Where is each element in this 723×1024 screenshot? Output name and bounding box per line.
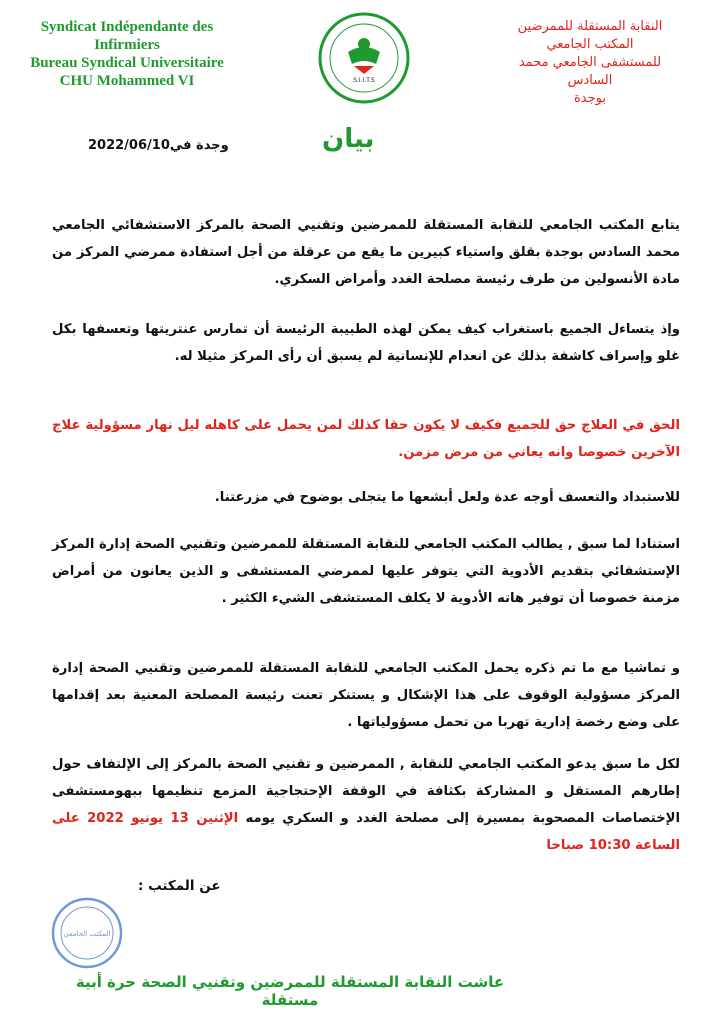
header-arabic-line: بوجدة [573, 91, 606, 106]
header-french-line: Infirmiers [94, 37, 160, 53]
union-logo [318, 12, 410, 104]
header-arabic-block [495, 18, 685, 108]
footer-slogan: عاشت النقابة المستقلة للممرضين وتقنيي الصحة حرة أبية مستقلة [75, 973, 505, 1009]
paragraph-6: و تماشيا مع ما تم ذكره يحمل المكتب الجامعي للنقابة المستقلة للممرضين وتقنيي الصحة إدارة المركز مسؤولية الوقوف على هذا الإشكال و يستنكر تعنت رئيسة المصلحة المعنية بعد إقدامها على وضع رخصة إدارية تهربا من تحمل مسؤولياتها . [52, 661, 680, 730]
header-french-block [22, 18, 232, 90]
office-signature-label: عن المكتب : [138, 878, 221, 894]
header-french-line: Bureau Syndical Universitaire [30, 55, 224, 71]
paragraph-3-red: الحق في العلاج حق للجميع فكيف لا يكون حقا كذلك لمن يحمل على كاهله ليل نهار مسؤولية علاج الآخرين خصوصا وانه يعاني من مرض مزمن. [52, 418, 680, 460]
stamp-text: المكتب الجامعي [63, 930, 111, 938]
paragraph-5: استنادا لما سبق , يطالب المكتب الجامعي للنقابة المستقلة للممرضين وتقنيي الصحة إدارة المركز الإستشفائي بتقديم الأدوية التي يتوفر عليها لممرضي المستشفى و الذين يعانون من أمراض مزمنة خصوصا أن توفير هاته الأدوية لا يكلف المستشفى الشيء الكثير . [52, 537, 680, 606]
paragraph-1: يتابع المكتب الجامعي للنقابة المستقلة للممرضين وتقنيي الصحة بالمركز الاستشفائي الجامعي محمد السادس بوجدة بقلق واستياء كبيرين ما يقع من عرقلة من أجل استفادة ممرضي المركز من مادة الأنسولين من طرف رئيسة مصلحة الغدد وأمراض السكري. [52, 218, 680, 287]
paragraph-4: للاستبداد والتعسف أوجه عدة ولعل أبشعها ما يتجلى بوضوح في مزرعتنا. [214, 490, 680, 505]
paragraph-7-main: لكل ما سبق يدعو المكتب الجامعي للنقابة , الممرضين و تقنيي الصحة بالمركز إلى الإلتفاف حول إطارهم المستقل و المشاركة بكثافة في الوقفة الإحتجاجية المزمع تنظيمها ببهومستشفى الإختصاصات المصحوبة بمسيرة إلى مصلحة الغدد و السكري يومه [52, 757, 680, 826]
header-french-line: Syndicat Indépendante des [40, 19, 214, 35]
paragraph-7 [52, 751, 680, 859]
header-french-line: CHU Mohammed VI [59, 73, 195, 89]
header-arabic-line: المكتب الجامعي [546, 37, 634, 52]
header-arabic-line: النقابة المستقلة للممرضين [517, 19, 663, 34]
document-date: وجدة في2022/06/10 [88, 138, 229, 153]
paragraph-2: وإذ يتساءل الجميع باستغراب كيف يمكن لهذه الطبيبة الرئيسة أن تمارس عنتريتها وتعسفها بكل غلو وإسراف كاشفة بذلك عن انعدام للإنسانية لم يسبق أن رأى المركز مثيلا له. [52, 322, 680, 364]
official-stamp [50, 896, 124, 970]
document-title: بيان [322, 124, 375, 154]
logo-text: S.I.I.T.S [353, 77, 375, 84]
header-arabic-line: للمستشفى الجامعي محمد السادس [518, 55, 662, 88]
protest-date-time: الإثنين 13 يونيو 2022 على الساعة 10:30 صباحا [52, 811, 680, 853]
